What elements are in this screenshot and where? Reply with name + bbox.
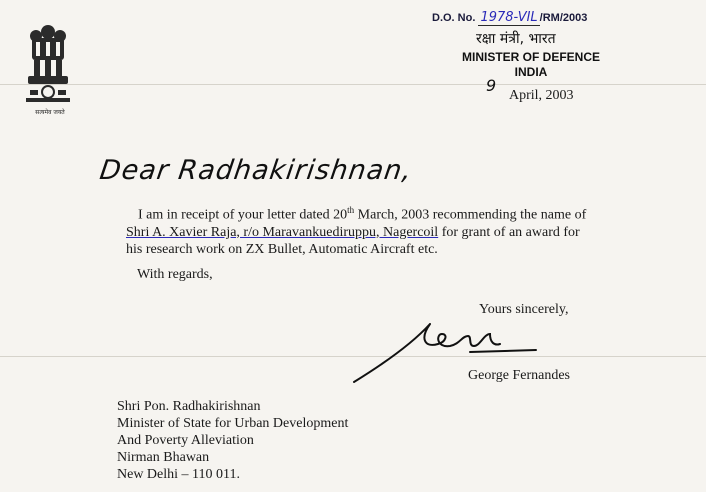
- body-part-3: for grant of an award for his research work on ZX Bullet, Automatic Aircraft etc.: [126, 224, 580, 257]
- body-part-1: I am in receipt of your letter dated 20: [138, 207, 348, 223]
- address-line: Shri Pon. Radhakirishnan: [117, 399, 261, 414]
- reference-number: [432, 10, 587, 25]
- office-line-1: MINISTER OF DEFENCE: [461, 50, 600, 64]
- ref-prefix: D.O. No.: [432, 12, 476, 24]
- hindi-title: रक्षा मंत्री, भारत: [476, 31, 556, 47]
- address-line: New Delhi – 110 011.: [117, 467, 240, 482]
- address-line: Minister of State for Urban Development: [117, 416, 349, 431]
- address-line: Nirman Bhawan: [117, 450, 210, 465]
- date-month-year: April, 2003: [509, 88, 574, 103]
- date-day-handwritten: 9: [486, 76, 497, 95]
- state-emblem-icon: [20, 22, 76, 108]
- emblem-motto: सत्यमेव जयते: [35, 109, 65, 116]
- body-superscript: th: [347, 205, 355, 215]
- recipient-address: [117, 398, 348, 483]
- ref-suffix: /RM/2003: [539, 12, 588, 24]
- office-line-2: INDIA: [514, 65, 548, 79]
- ref-handwritten-number: 1978-VIL: [480, 10, 538, 25]
- regards: With regards,: [137, 267, 213, 282]
- salutation-handwritten: Dear Radhakirishnan,: [97, 155, 415, 186]
- address-line: And Poverty Alleviation: [117, 433, 254, 448]
- emblem-icon: [20, 22, 76, 120]
- closing: Yours sincerely,: [479, 302, 569, 317]
- signer-name: George Fernandes: [468, 368, 570, 383]
- letter-body: [126, 202, 596, 258]
- body-nominee: Shri A. Xavier Raja, r/o Maravankuediruppu, Nagercoil: [126, 224, 439, 240]
- body-part-2: March, 2003 recommending the name of: [354, 207, 587, 223]
- office-title: [446, 50, 616, 80]
- fold-line: [0, 84, 706, 85]
